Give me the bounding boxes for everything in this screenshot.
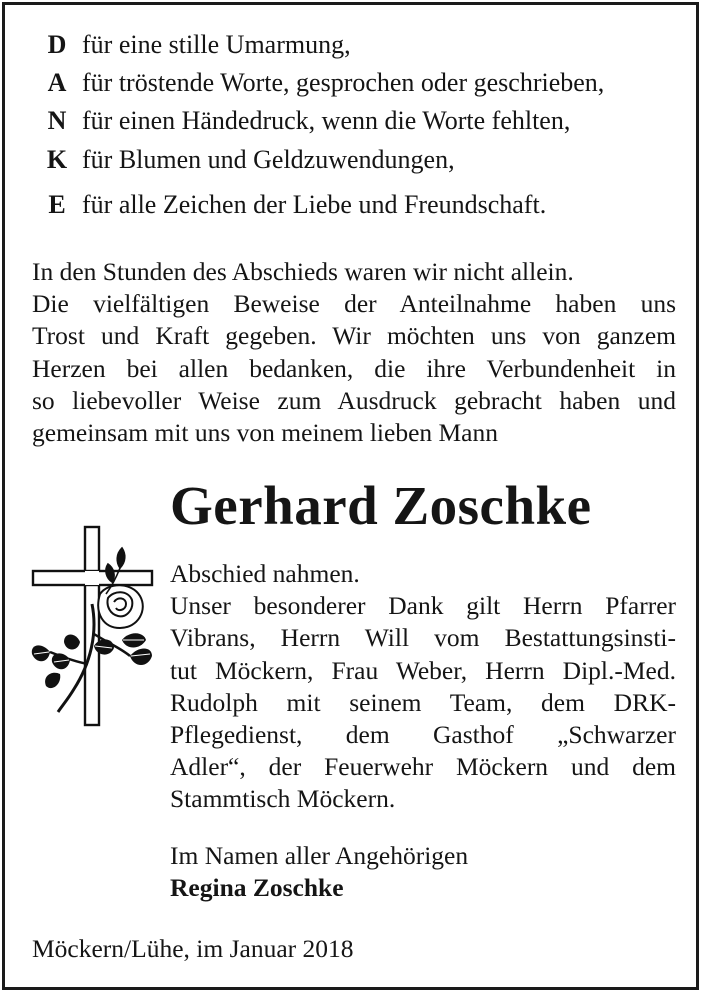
danke-row	[32, 30, 351, 60]
danke-row	[32, 190, 546, 220]
thanks-line: Vibrans, Herrn Will vom Bestattungsinsti-	[170, 623, 676, 653]
intro-line: gemeinsam mit uns von meinem lieben Mann	[32, 417, 498, 447]
intro-paragraph	[32, 256, 676, 449]
danke-letter: E	[48, 190, 66, 219]
danke-row	[32, 145, 455, 175]
danke-text: für alle Zeichen der Liebe und Freundschaft.	[82, 190, 547, 219]
intro-line: Die vielfältigen Beweise der Anteilnahme haben uns	[32, 289, 676, 319]
deceased-name: Gerhard Zoschke	[170, 475, 592, 536]
danke-text: für einen Händedruck, wenn die Worte fehlten,	[82, 106, 571, 135]
intro-line: In den Stunden des Abschieds waren wir nicht allein.	[32, 257, 574, 286]
signature-name: Regina Zoschke	[170, 873, 344, 902]
thanks-line: Adler“, der Feuerwehr Möckern und dem	[170, 752, 676, 782]
danke-row	[32, 106, 570, 136]
danke-letter: A	[47, 68, 67, 97]
danke-letter: K	[46, 145, 68, 174]
thanks-line: Stammtisch Möckern.	[170, 784, 396, 814]
danke-row	[32, 68, 604, 98]
danke-text: für tröstende Worte, gesprochen oder geschrieben,	[82, 68, 605, 97]
thanks-line: tut Möckern, Frau Weber, Herrn Dipl.-Med.	[170, 655, 676, 685]
thanks-line: Pflegedienst, dem Gasthof „Schwarzer	[170, 719, 676, 749]
place-date: Möckern/Lühe, im Januar 2018	[32, 934, 354, 963]
danke-text: für Blumen und Geldzuwendungen,	[82, 145, 455, 174]
intro-line: so liebevoller Weise zum Ausdruck gebracht haben und	[32, 385, 676, 415]
intro-line: Trost und Kraft gegeben. Wir möchten uns von ganzem	[32, 321, 676, 351]
cross-with-rose-icon	[30, 524, 155, 730]
thanks-line: Abschied nahmen.	[170, 559, 360, 588]
thanks-line: Unser besonderer Dank gilt Herrn Pfarrer	[170, 591, 676, 621]
intro-line: Herzen bei allen bedanken, die ihre Verbundenheit in	[32, 353, 676, 383]
signature-intro: Im Namen aller Angehörigen	[170, 841, 469, 870]
danke-letter: N	[47, 106, 67, 135]
thanks-line: Rudolph mit seinem Team, dem DRK-	[170, 687, 676, 717]
thanks-paragraph	[170, 558, 676, 816]
danke-text: für eine stille Umarmung,	[82, 30, 351, 59]
danke-letter: D	[47, 30, 67, 59]
